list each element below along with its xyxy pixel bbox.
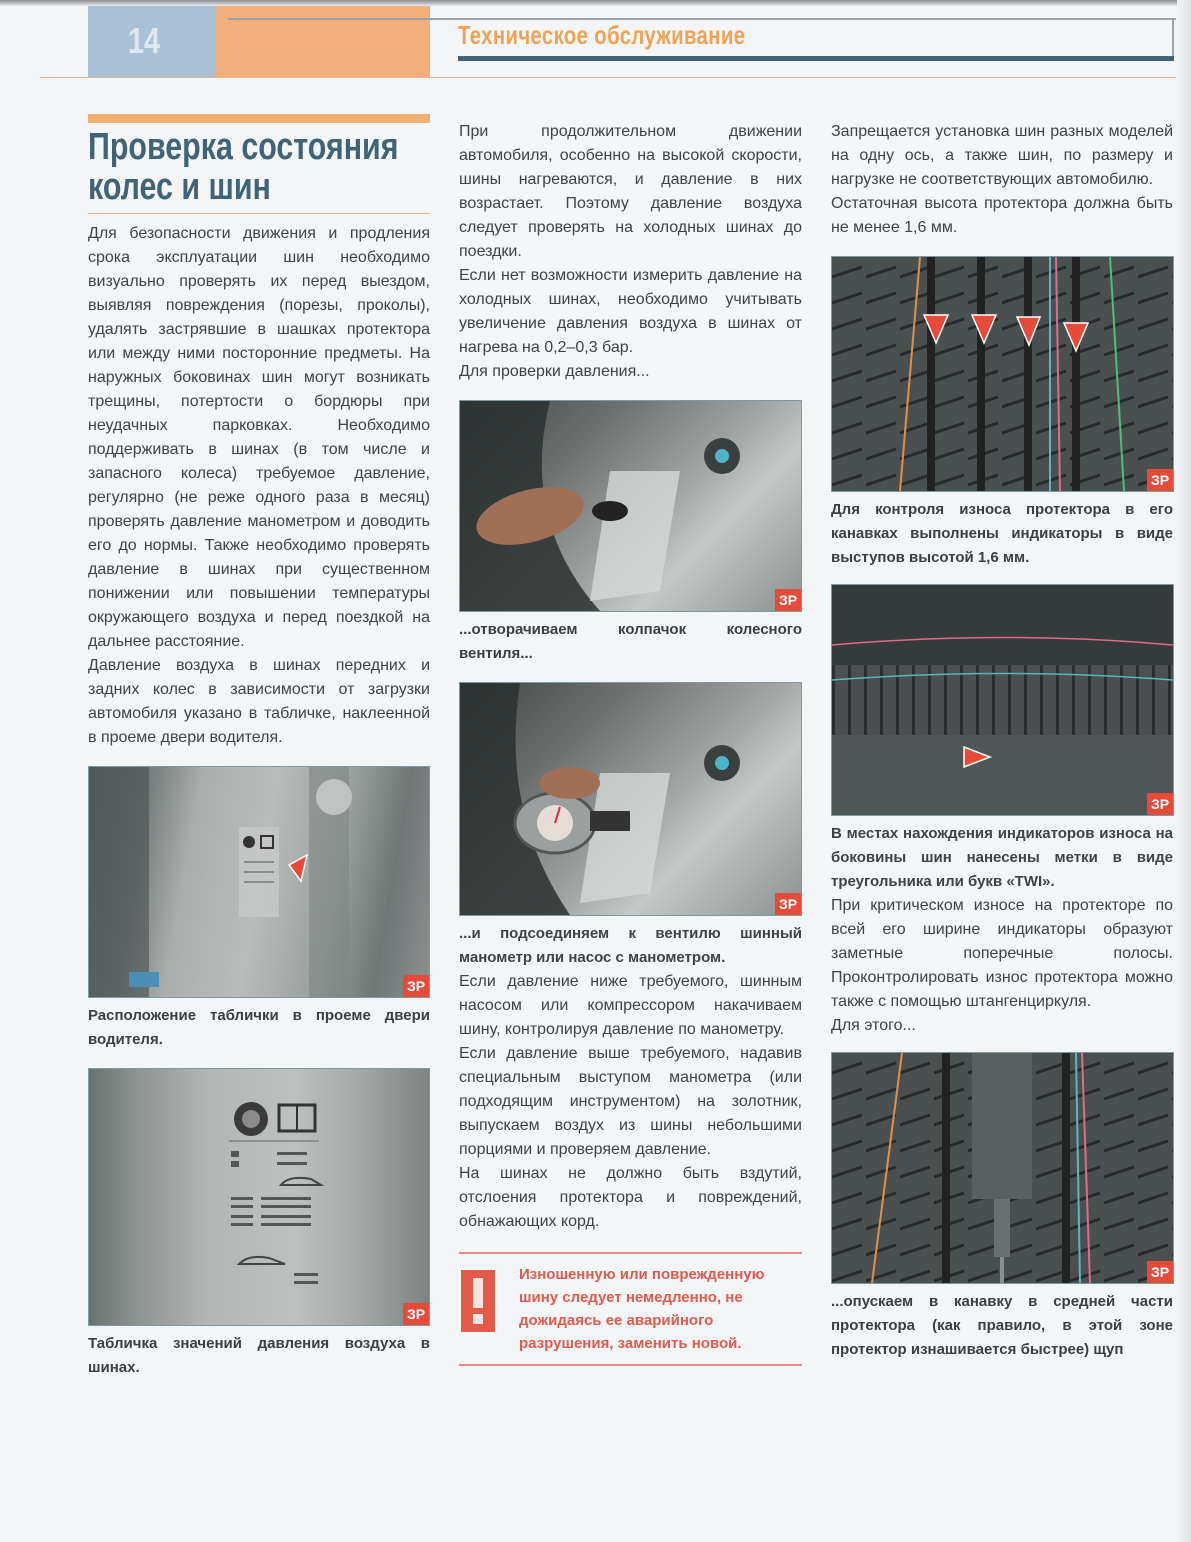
caption: Для контроля износа протектора в его канавках выполнены индикаторы в виде выступов высотой 1,6 мм. xyxy=(831,501,1173,566)
photo-caliper-groove-art xyxy=(832,1053,1173,1283)
column-3 xyxy=(831,120,1173,1362)
caption: Табличка значений давления воздуха в шинах. xyxy=(88,1335,430,1376)
paragraph: Если нет возможности измерить давление на холодных шинах, необходимо учитывать увеличение давления воздуха в шинах от нагрева на 0,2–0,3 бар. xyxy=(459,267,802,356)
col1-text xyxy=(88,222,430,750)
photo-badge: ЗР xyxy=(403,975,429,997)
paragraph: Для этого... xyxy=(831,1017,916,1034)
paragraph: Если давление ниже требуемого, шинным насосом или компрессором накачиваем шину, контролируя давление по манометру. xyxy=(459,973,802,1038)
photo-badge: ЗР xyxy=(1147,469,1173,491)
photo-pressure-gauge xyxy=(459,682,802,916)
photo-door-pillar xyxy=(88,766,430,998)
paragraph: Для безопасности движения и продления срока эксплуатации шин необходимо визуально проверять их перед выездом, выявляя повреждения (порезы, проколы), удалять застрявшие в шашках протектора или между ними посторонние предметы. На наружных боковинах шин могут возникать трещины, потертости о бордюры при неудачных парковках. Необходимо поддерживать в шинах (в том числе и запасного колеса) требуемое давление, регулярно (не реже одного раза в месяц) проверять давление манометром и доводить его до нормы. Также необходимо проверять давление в шинах при существенном понижении или повышении температуры окружающего воздуха и перед поездкой на дальнее расстояние. xyxy=(88,225,430,650)
photo-pressure-gauge-art xyxy=(460,683,801,915)
caption: ...и подсоединяем к вентилю шинный манометр или насос с манометром. xyxy=(459,925,802,966)
photo-badge: ЗР xyxy=(403,1303,429,1325)
photo-badge: ЗР xyxy=(1147,793,1173,815)
article-title-line: Проверка состояния xyxy=(88,126,399,168)
photo-badge: ЗР xyxy=(1147,1261,1173,1283)
header-right-rule xyxy=(1172,18,1174,60)
section-title: Техническое обслуживание xyxy=(458,20,746,50)
photo-badge: ЗР xyxy=(775,893,801,915)
article-title-line: колес и шин xyxy=(88,166,271,208)
photo-badge: ЗР xyxy=(775,589,801,611)
exclamation-icon xyxy=(461,1270,495,1332)
paragraph: Для проверки давления... xyxy=(459,363,650,380)
photo-pressure-label-art xyxy=(89,1069,429,1325)
page-number: 14 xyxy=(128,20,161,61)
photo-sidewall-mark xyxy=(831,584,1174,816)
photo-valve-cap xyxy=(459,400,802,612)
article-title-bar xyxy=(88,114,430,123)
photo-tread-indicators-art xyxy=(832,257,1173,491)
warning-text: Изношенную или поврежденную шину следует немедленно, не дожидаясь ее аварийного разрушения, заменить новой. xyxy=(519,1266,765,1352)
paragraph: При критическом износе на протекторе по всей его ширине индикаторы образуют заметные поперечные полосы. Проконтролировать износ протектора можно также с помощью штангенциркуля. xyxy=(831,897,1173,1010)
scan-right-shadow xyxy=(1177,0,1191,1542)
page-number-block xyxy=(88,6,216,78)
header-bottom-bar xyxy=(458,56,1174,61)
paragraph: Остаточная высота протектора должна быть не менее 1,6 мм. xyxy=(831,195,1173,236)
header-orange-block xyxy=(216,6,430,78)
col1-caption2 xyxy=(88,1332,430,1380)
paragraph: На шинах не должно быть вздутий, отслоения протектора и повреждений, обнажающих корд. xyxy=(459,1165,802,1230)
photo-door-pillar-art xyxy=(89,767,429,997)
column-1 xyxy=(88,114,430,1380)
col2-text-bottom xyxy=(459,922,802,1234)
header-divider xyxy=(40,77,1176,78)
caption: ...отворачиваем колпачок колесного вентиля... xyxy=(459,621,802,662)
col2-caption1 xyxy=(459,618,802,666)
col2-text-top xyxy=(459,120,802,384)
col3-caption3 xyxy=(831,1290,1173,1362)
photo-tread-indicators xyxy=(831,256,1174,492)
paragraph: Давление воздуха в шинах передних и задних колес в зависимости от загрузки автомобиля указано в табличке, наклеенной в проеме двери водителя. xyxy=(88,657,430,746)
caption: ...опускаем в канавку в средней части протектора (как правило, в этой зоне протектор изнашивается быстрее) щуп xyxy=(831,1293,1173,1358)
paragraph: Запрещается установка шин разных моделей на одну ось, а также шин, по размеру и нагрузке не соответствующих автомобилю. xyxy=(831,123,1173,188)
photo-pressure-label xyxy=(88,1068,430,1326)
col3-text-middle xyxy=(831,822,1173,1038)
photo-valve-cap-art xyxy=(460,401,801,611)
col3-text-top xyxy=(831,120,1173,240)
paragraph: При продолжительном движении автомобиля, особенно на высокой скорости, шины нагреваются, и давление в них возрастает. Поэтому давление воздуха следует проверять на холодных шинах до поездки. xyxy=(459,123,802,260)
col3-caption1 xyxy=(831,498,1173,570)
photo-caliper-groove xyxy=(831,1052,1174,1284)
warning-box xyxy=(459,1252,802,1366)
caption: Расположение таблички в проеме двери водителя. xyxy=(88,1007,430,1048)
photo-sidewall-mark-art xyxy=(832,585,1173,815)
caption: В местах нахождения индикаторов износа на боковины шин нанесены метки в виде треугольника или букв «TWI». xyxy=(831,825,1173,890)
col1-caption1 xyxy=(88,1004,430,1052)
article-title xyxy=(88,127,432,207)
column-2 xyxy=(459,120,802,1366)
paragraph: Если давление выше требуемого, надавив специальным выступом манометра (или подходящим инструментом) на золотник, выпускаем воздух из шины небольшими порциями и проверяем давление. xyxy=(459,1045,802,1158)
article-title-underline xyxy=(88,213,430,214)
